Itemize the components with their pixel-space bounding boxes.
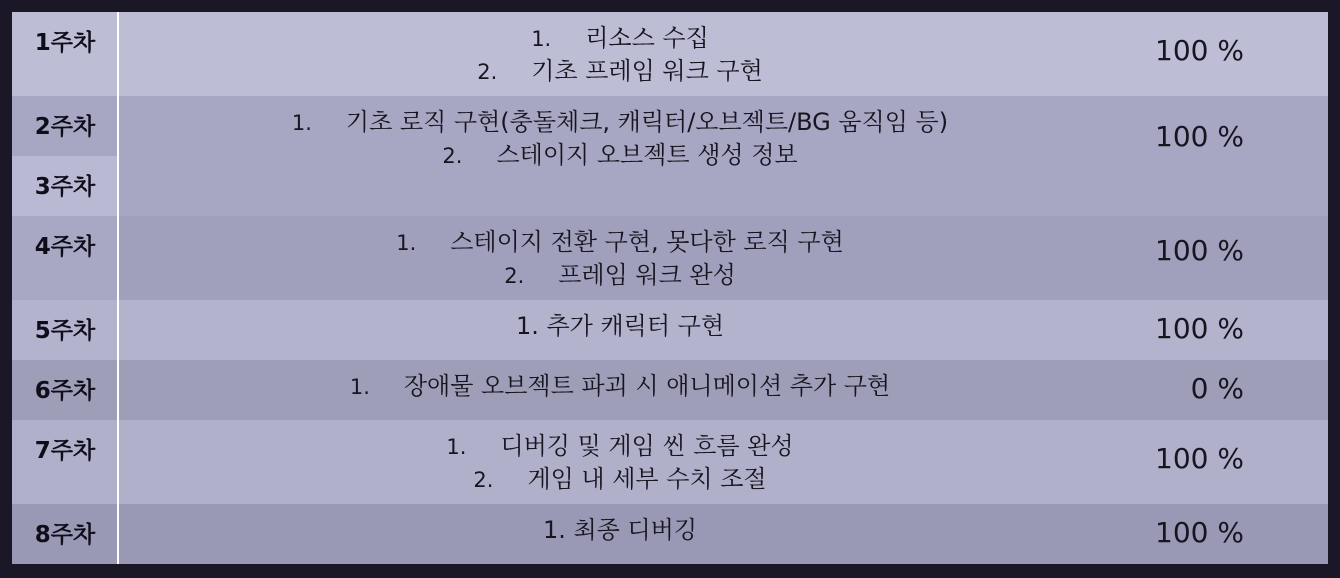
task-cell (120, 300, 1120, 360)
task-line (473, 463, 766, 496)
item-number: 2. (473, 468, 494, 492)
task-line (516, 310, 724, 342)
week-label: 8주차 (34, 522, 96, 548)
task-cell (120, 216, 1120, 300)
progress-value: 100 % (1155, 234, 1244, 267)
week-label: 6주차 (34, 378, 96, 404)
task-text: 디버깅 및 게임 씬 흐름 완성 (500, 432, 794, 460)
task-text: 1. 최종 디버깅 (542, 516, 698, 544)
week-label: 1주차 (34, 30, 96, 56)
task-line (543, 514, 697, 546)
task-line (504, 259, 736, 292)
week-label: 3주차 (12, 156, 118, 216)
week-label: 2주차 (12, 96, 118, 156)
task-text: 기초 프레임 워크 구현 (531, 57, 763, 85)
item-number: 1. (349, 375, 370, 399)
table-row-week-6 (12, 360, 1328, 420)
progress-value: 100 % (1155, 312, 1244, 345)
task-text: 게임 내 세부 수치 조절 (527, 465, 767, 493)
task-cell (120, 96, 1120, 216)
item-number: 1. (396, 231, 417, 255)
week-label: 4주차 (12, 216, 118, 300)
schedule-table (12, 12, 1328, 564)
table-row-week-7 (12, 420, 1328, 504)
progress-value: 100 % (1155, 34, 1244, 67)
item-number: 1. (531, 27, 552, 51)
task-text: 장애물 오브젝트 파괴 시 애니메이션 추가 구현 (403, 372, 891, 400)
task-cell (120, 360, 1120, 420)
item-number: 2. (442, 144, 463, 168)
task-cell (120, 420, 1120, 504)
week-label: 7주차 (34, 438, 96, 464)
task-text: 스테이지 전환 구현, 못다한 로직 구현 (450, 228, 844, 256)
task-line (477, 55, 763, 88)
task-line (350, 370, 890, 403)
column-divider (117, 12, 119, 564)
task-text: 리소스 수집 (585, 24, 709, 52)
task-line (446, 430, 793, 463)
task-line (531, 22, 709, 55)
task-cell (120, 12, 1120, 96)
progress-value: 100 % (1155, 516, 1244, 549)
task-text: 1. 추가 캐릭터 구현 (515, 312, 725, 340)
table-row-week-1 (12, 12, 1328, 96)
progress-value: 100 % (1155, 442, 1244, 475)
item-number: 2. (477, 60, 498, 84)
table-row-week-4 (12, 216, 1328, 300)
task-text: 스테이지 오브젝트 생성 정보 (496, 141, 798, 169)
task-text: 기초 로직 구현(충돌체크, 캐릭터/오브젝트/BG 움직임 등) (345, 108, 949, 136)
week-label: 5주차 (34, 318, 96, 344)
progress-value: 0 % (1190, 372, 1244, 405)
task-text: 프레임 워크 완성 (558, 261, 736, 289)
task-line (396, 226, 844, 259)
table-row-week-2-3 (12, 96, 1328, 216)
task-line (292, 106, 948, 139)
progress-value: 100 % (1155, 120, 1244, 153)
table-row-week-8 (12, 504, 1328, 564)
item-number: 1. (291, 111, 312, 135)
task-line (442, 139, 797, 172)
task-cell (120, 504, 1120, 564)
item-number: 2. (504, 264, 525, 288)
table-row-week-5 (12, 300, 1328, 360)
item-number: 1. (446, 435, 467, 459)
